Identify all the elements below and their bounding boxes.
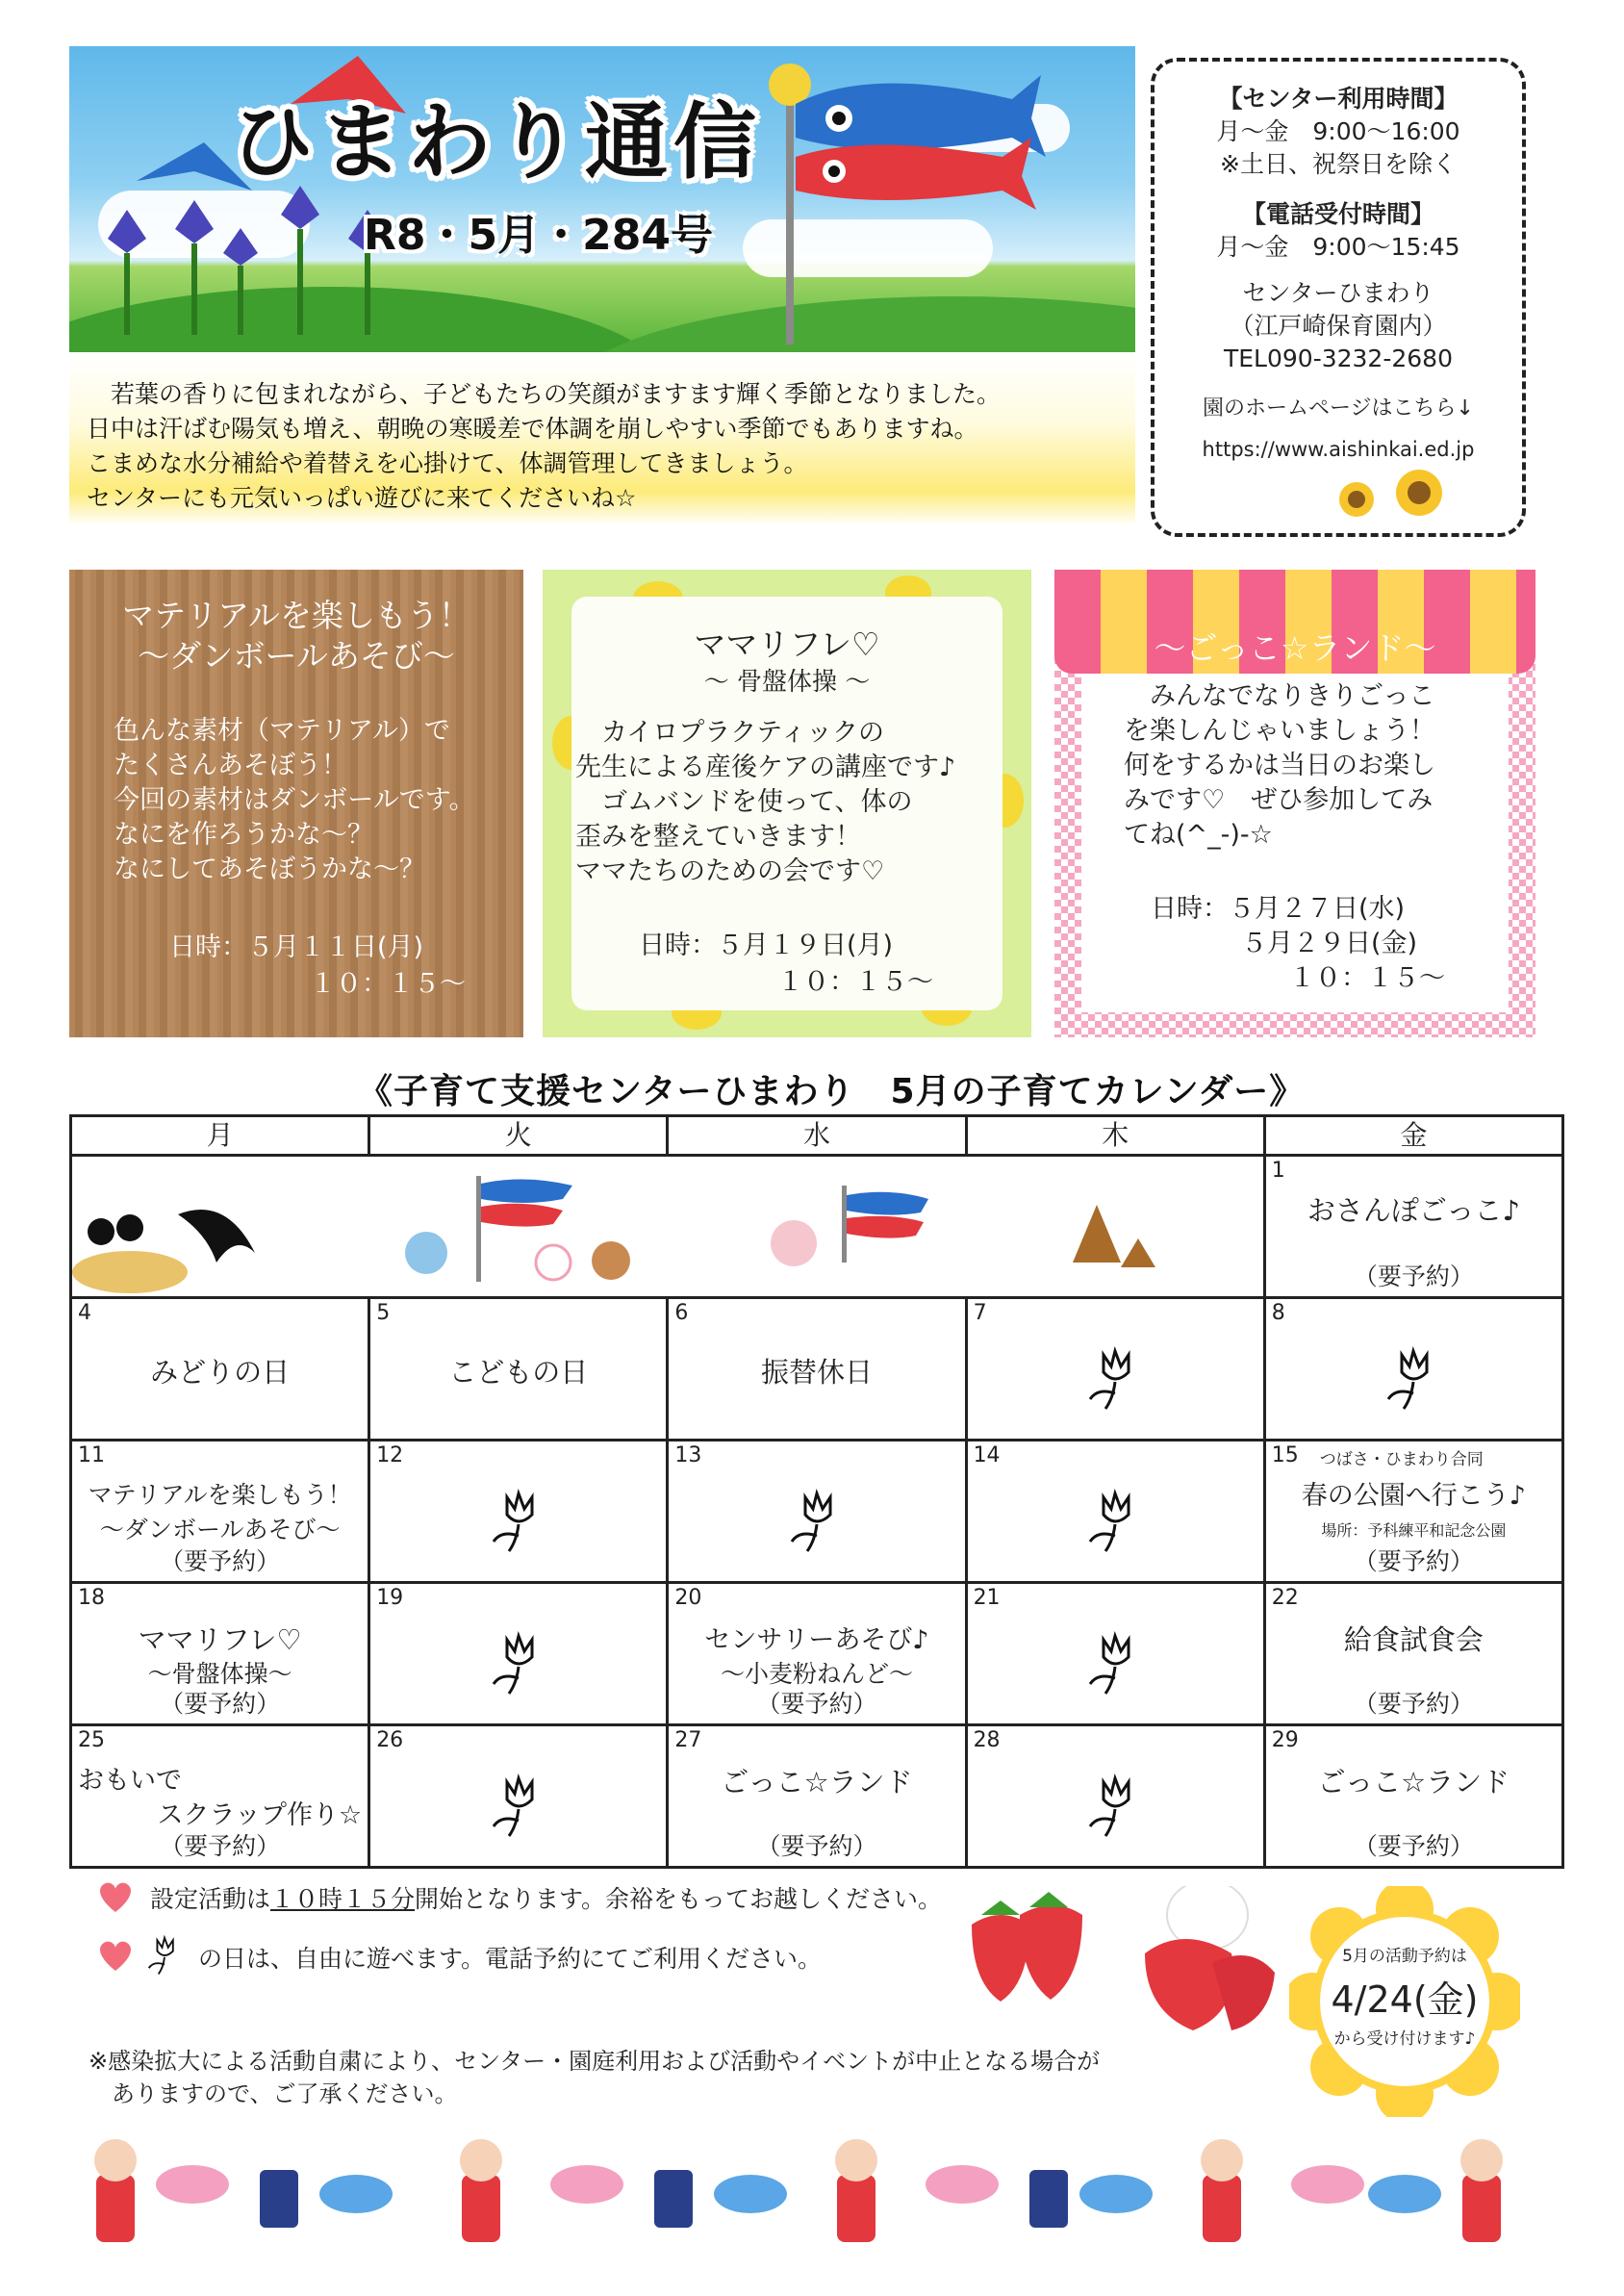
reservation-note: （要予約） bbox=[756, 1832, 877, 1860]
note-text: 設定活動は bbox=[150, 1885, 271, 1913]
calendar-day-11 bbox=[71, 1441, 369, 1583]
event-subtitle: ～ 骨盤体操 ～ bbox=[703, 668, 871, 697]
tulip-icon bbox=[488, 1773, 549, 1840]
calendar-day-13 bbox=[668, 1441, 966, 1583]
day-number: 11 bbox=[78, 1443, 105, 1467]
day-event-sub: ～骨盤体操～ bbox=[147, 1660, 292, 1688]
note-text: 開始となります。余裕をもってお越しください。 bbox=[415, 1885, 943, 1913]
sunflower-icon bbox=[1328, 466, 1462, 523]
day-event: 春の公園へ行こう♪ bbox=[1301, 1481, 1526, 1511]
day-number: 15 bbox=[1271, 1443, 1299, 1467]
day-number: 28 bbox=[973, 1728, 1001, 1752]
reservation-note: （要予約） bbox=[756, 1690, 877, 1718]
center-name: センターひまわり bbox=[1242, 279, 1434, 307]
reservation-note: （要予約） bbox=[160, 1547, 281, 1575]
tulip-icon bbox=[786, 1488, 848, 1555]
note-cancellation-2: ありますので、ご了承ください。 bbox=[89, 2080, 458, 2107]
intro-message bbox=[69, 354, 1135, 525]
event-body: 色んな素材（マテリアル）で たくさんあそぼう！ 今回の素材はダンボールです。 なにを作ろうかな～？ なにしてあそぼうかな～？ bbox=[114, 716, 475, 884]
kintaro-koinobori-row bbox=[94, 2139, 1503, 2242]
day-number: 19 bbox=[376, 1586, 404, 1610]
intro-line: 若葉の香りに包まれながら、子どもたちの笑顔がますます輝く季節となりました。 bbox=[87, 380, 1002, 408]
day-number: 29 bbox=[1271, 1728, 1299, 1752]
calendar-day-15 bbox=[1264, 1441, 1562, 1583]
homepage-url[interactable]: https://www.aishinkai.ed.jp bbox=[1202, 438, 1475, 461]
event-date-2: ５月２９日(金) bbox=[1241, 929, 1418, 958]
badge-line: 5月の活動予約は bbox=[1342, 1947, 1467, 1966]
issue-number: R8・5月・284号 bbox=[364, 211, 713, 260]
day-event: おもいで bbox=[78, 1766, 182, 1796]
calendar-day-7 bbox=[966, 1298, 1264, 1441]
calendar-day-25 bbox=[71, 1725, 369, 1868]
footer-decoration bbox=[77, 2117, 1559, 2261]
day-number: 7 bbox=[973, 1301, 987, 1325]
tulip-icon bbox=[1084, 1345, 1146, 1413]
hours: 月～金 9:00～16:00 bbox=[1216, 117, 1460, 145]
weekday-header: 水 bbox=[668, 1116, 966, 1156]
event-time: １０：１５～ bbox=[310, 969, 466, 999]
intro-line: 日中は汗ばむ陽気も増え、朝晩の寒暖差で体調を崩しやすい季節でもありますね。 bbox=[87, 415, 978, 443]
event-material-play bbox=[69, 570, 523, 1037]
spring-illustration-cell bbox=[71, 1156, 1265, 1298]
day-event: おさんぽごっこ♪ bbox=[1307, 1194, 1520, 1227]
calendar-day-29 bbox=[1264, 1725, 1562, 1868]
day-event: みどりの日 bbox=[150, 1356, 291, 1389]
event-mama-refre bbox=[543, 570, 1031, 1037]
calendar-day-1 bbox=[1264, 1156, 1562, 1298]
day-number: 8 bbox=[1271, 1301, 1285, 1325]
intro-line: センターにも元気いっぱい遊びに来てくださいね☆ bbox=[87, 484, 637, 512]
tulip-icon bbox=[1084, 1488, 1146, 1555]
event-title: マテリアルを楽しもう！ bbox=[122, 597, 470, 634]
weekday-header-row bbox=[71, 1116, 1563, 1156]
reservation-note: （要予約） bbox=[1353, 1832, 1474, 1860]
calendar-day-19 bbox=[369, 1583, 668, 1725]
badge-line: から受け付けます♪ bbox=[1333, 2029, 1476, 2049]
day-number: 22 bbox=[1271, 1586, 1299, 1610]
calendar-day-28 bbox=[966, 1725, 1264, 1868]
event-time: １０：１５～ bbox=[1289, 963, 1445, 993]
event-subtitle: ～ダンボールあそび～ bbox=[138, 637, 455, 675]
event-date: 日時：５月２７日(水) bbox=[1151, 894, 1406, 924]
phone-hours: 月～金 9:00～15:45 bbox=[1216, 233, 1460, 261]
calendar-day-8 bbox=[1264, 1298, 1562, 1441]
day-event-sub: ～ダンボールあそび～ bbox=[99, 1516, 341, 1543]
tulip-icon bbox=[488, 1488, 549, 1555]
tulip-icon bbox=[1084, 1630, 1146, 1697]
reservation-badge bbox=[1289, 1942, 1520, 2049]
swallow-koinobori-illustration bbox=[72, 1157, 1265, 1296]
event-date: 日時：５月１９日(月) bbox=[639, 931, 894, 960]
calendar-day-6 bbox=[668, 1298, 966, 1441]
weekday-header: 金 bbox=[1264, 1116, 1562, 1156]
day-number: 6 bbox=[674, 1301, 689, 1325]
event-body: カイロプラクティックの 先生による産後ケアの講座です♪ ゴムバンドを使って、体の 歪みを整えていきます！ ママたちのための会です♡ bbox=[575, 718, 956, 886]
calendar-day-4 bbox=[71, 1298, 369, 1441]
calendar-day-20 bbox=[668, 1583, 966, 1725]
reservation-note: （要予約） bbox=[1353, 1547, 1474, 1575]
heart-icon bbox=[96, 1879, 135, 1914]
tel: TEL090-3232-2680 bbox=[1223, 344, 1453, 372]
event-date: 日時：５月１１日(月) bbox=[169, 932, 424, 962]
day-event-sub: ～小麦粉ねんど～ bbox=[720, 1660, 913, 1688]
event-title: ～ごっこ☆ランド～ bbox=[1154, 629, 1436, 667]
calendar-day-22 bbox=[1264, 1583, 1562, 1725]
day-number: 20 bbox=[674, 1586, 702, 1610]
phone-title: 【電話受付時間】 bbox=[1241, 200, 1434, 228]
calendar-day-18 bbox=[71, 1583, 369, 1725]
day-event-sub: スクラップ作り☆ bbox=[157, 1800, 363, 1830]
note-free-play: の日は、自由に遊べます。電話予約にてご利用ください。 bbox=[198, 1945, 823, 1973]
calendar-day-12 bbox=[369, 1441, 668, 1583]
day-event: ごっこ☆ランド bbox=[1317, 1766, 1510, 1799]
tulip-icon bbox=[140, 1934, 189, 1977]
badge-date: 4/24(金) bbox=[1331, 1978, 1479, 2021]
center-info-box bbox=[1151, 58, 1526, 537]
calendar-day-27 bbox=[668, 1725, 966, 1868]
day-number: 18 bbox=[78, 1586, 105, 1610]
homepage-label: 園のホームページはこちら↓ bbox=[1203, 396, 1474, 421]
day-event: マテリアルを楽しもう！ bbox=[88, 1481, 352, 1509]
day-event: ごっこ☆ランド bbox=[721, 1766, 913, 1799]
calendar-day-21 bbox=[966, 1583, 1264, 1725]
calendar-week bbox=[71, 1298, 1563, 1441]
day-place: 場所：予科練平和記念公園 bbox=[1321, 1521, 1507, 1540]
day-number: 12 bbox=[376, 1443, 404, 1467]
weekday-header: 月 bbox=[71, 1116, 369, 1156]
day-event: 振替休日 bbox=[760, 1356, 873, 1389]
day-event: 給食試食会 bbox=[1343, 1623, 1484, 1656]
note-cancellation: ※感染拡大による活動自粛により、センター・園庭利用および活動やイベントが中止となる場合が bbox=[89, 2048, 1101, 2075]
day-number: 4 bbox=[78, 1301, 91, 1325]
center-location: （江戸崎保育園内） bbox=[1230, 312, 1447, 340]
newsletter-title: ひまわり通信 bbox=[231, 94, 762, 191]
calendar-day-14 bbox=[966, 1441, 1264, 1583]
day-number: 13 bbox=[674, 1443, 702, 1467]
reservation-note: （要予約） bbox=[1353, 1690, 1474, 1718]
day-event: センサリーあそび♪ bbox=[704, 1625, 929, 1655]
tulip-icon bbox=[488, 1630, 549, 1697]
calendar-day-26 bbox=[369, 1725, 668, 1868]
calendar-day-5 bbox=[369, 1298, 668, 1441]
event-time: １０：１５～ bbox=[777, 967, 933, 997]
reservation-note: （要予約） bbox=[160, 1690, 281, 1718]
tulip-icon bbox=[1383, 1345, 1444, 1413]
calendar-week bbox=[71, 1156, 1563, 1298]
day-number: 27 bbox=[674, 1728, 702, 1752]
day-number: 14 bbox=[973, 1443, 1001, 1467]
day-number: 1 bbox=[1271, 1159, 1285, 1183]
event-body: みんなでなりきりごっこ を楽しんじゃいましょう！ 何をするかは当日のお楽し みです♡ ぜひ参加してみ てね(^_-)-☆ bbox=[1124, 681, 1435, 850]
calendar-week bbox=[71, 1583, 1563, 1725]
tulip-icon bbox=[1084, 1773, 1146, 1840]
weekday-header: 木 bbox=[966, 1116, 1264, 1156]
calendar-week bbox=[71, 1441, 1563, 1583]
event-gokko-land bbox=[1054, 570, 1535, 1037]
event-title: ママリフレ♡ bbox=[694, 625, 880, 663]
day-group-note: つばさ・ひまわり合同 bbox=[1319, 1450, 1484, 1469]
day-number: 26 bbox=[376, 1728, 404, 1752]
note-activity-time bbox=[150, 1880, 942, 1915]
day-event: こどもの日 bbox=[448, 1356, 589, 1389]
weekday-header: 火 bbox=[369, 1116, 668, 1156]
calendar-title: 《子育て支援センターひまわり 5月の子育てカレンダー》 bbox=[358, 1072, 1306, 1111]
hours-note: ※土日、祝祭日を除く bbox=[1220, 150, 1457, 178]
hours-title: 【センター利用時間】 bbox=[1218, 85, 1459, 113]
strawberry-bunny-illustration bbox=[952, 1886, 1280, 2040]
heart-icon bbox=[96, 1938, 135, 1973]
day-number: 5 bbox=[376, 1301, 391, 1325]
day-number: 25 bbox=[78, 1728, 105, 1752]
intro-line: こまめな水分補給や着替えを心掛けて、体調管理してきましょう。 bbox=[87, 449, 808, 477]
day-number: 21 bbox=[973, 1586, 1001, 1610]
reservation-note: （要予約） bbox=[1353, 1263, 1474, 1290]
reservation-note: （要予約） bbox=[160, 1832, 281, 1860]
day-event: ママリフレ♡ bbox=[138, 1623, 302, 1656]
note-time: １０時１５分 bbox=[270, 1885, 416, 1913]
calendar-week bbox=[71, 1725, 1563, 1868]
calendar-table bbox=[69, 1114, 1564, 1869]
